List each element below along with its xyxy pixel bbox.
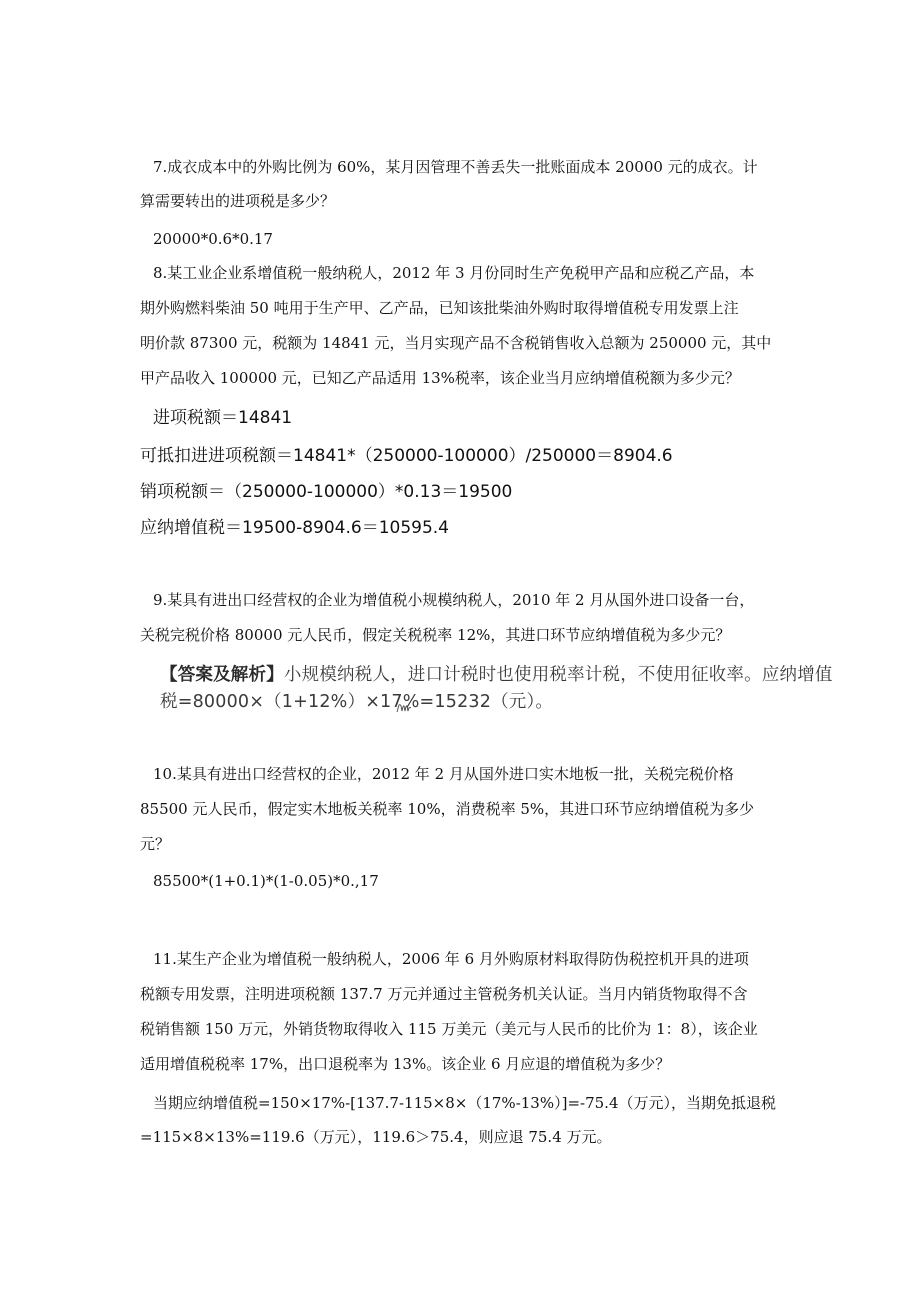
q11-text-line-2: 税额专用发票，注明进项税额 137.7 万元并通过主管税务机关认证。当月内销货物取得不含 bbox=[140, 985, 748, 1003]
q11-answer-line-2: =115×8×13%=119.6（万元），119.6＞75.4，则应退 75.4 万元。 bbox=[140, 1128, 612, 1146]
q10-text-line-3: 元？ bbox=[140, 835, 171, 853]
q8-text-line-1: 8.某工业企业系增值税一般纳税人，2012 年 3 月份同时生产免税甲产品和应税乙产品，本 bbox=[153, 264, 755, 282]
q9-text-line-2: 关税完税价格 80000 元人民币，假定关税税率 12%，其进口环节应纳增值税为多少元？ bbox=[140, 626, 731, 644]
q11-answer-line-1: 当期应纳增值税=150×17%-[137.7-115×8×（17%-13%）]=-75.4（万元），当期免抵退税 bbox=[153, 1094, 776, 1112]
q7-text-line-1: 7.成衣成本中的外购比例为 60%，某月因管理不善丢失一批账面成本 20000 元的成衣。计 bbox=[153, 158, 758, 176]
q11-text-line-3: 税销售额 150 万元，外销货物取得收入 115 万美元（美元与人民币的比价为 1：8），该企业 bbox=[140, 1020, 758, 1038]
handwritten-mark-icon bbox=[396, 703, 412, 713]
q10-text-line-1: 10.某具有进出口经营权的企业，2012 年 2 月从国外进口实木地板一批，关税完税价格 bbox=[153, 765, 734, 783]
q9-answer-image-line-2: 税=80000×（1+12%）×17%=15232（元）。 bbox=[160, 692, 554, 712]
q8-answer-line-4: 应纳增值税＝19500-8904.6＝10595.4 bbox=[140, 518, 449, 538]
q11-text-line-1: 11.某生产企业为增值税一般纳税人，2006 年 6 月外购原材料取得防伪税控机开具的进项 bbox=[153, 950, 749, 968]
q9-answer-label: 【答案及解析】 bbox=[160, 665, 284, 685]
q9-answer-text-1: 小规模纳税人，进口计税时也使用税率计税，不使用征收率。应纳增值 bbox=[283, 665, 833, 685]
q9-answer-image-line-1 bbox=[160, 663, 833, 687]
q9-text-line-1: 9.某具有进出口经营权的企业为增值税小规模纳税人，2010 年 2 月从国外进口设备一台， bbox=[153, 591, 755, 609]
q8-text-line-4: 甲产品收入 100000 元，已知乙产品适用 13%税率，该企业当月应纳增值税额为多少元？ bbox=[140, 369, 740, 387]
q8-text-line-3: 明价款 87300 元，税额为 14841 元，当月实现产品不含税销售收入总额为 250000 元，其中 bbox=[140, 334, 772, 352]
q8-text-line-2: 期外购燃料柴油 50 吨用于生产甲、乙产品，已知该批柴油外购时取得增值税专用发票上注 bbox=[140, 299, 739, 317]
q8-answer-line-3: 销项税额＝（250000-100000）*0.13＝19500 bbox=[140, 482, 513, 502]
q7-text-line-2: 算需要转出的进项税是多少？ bbox=[140, 192, 336, 210]
q10-answer: 85500*(1+0.1)*(1-0.05)*0.,17 bbox=[153, 872, 379, 890]
q8-answer-line-2: 可抵扣进进项税额＝14841*（250000-100000）/250000＝8904.6 bbox=[140, 446, 673, 466]
q10-text-line-2: 85500 元人民币，假定实木地板关税率 10%，消费税率 5%，其进口环节应纳增值税为多少 bbox=[140, 800, 755, 818]
q7-answer: 20000*0.6*0.17 bbox=[153, 230, 273, 248]
q11-text-line-4: 适用增值税税率 17%，出口退税率为 13%。该企业 6 月应退的增值税为多少？ bbox=[140, 1055, 671, 1073]
q8-answer-line-1: 进项税额＝14841 bbox=[153, 408, 293, 428]
